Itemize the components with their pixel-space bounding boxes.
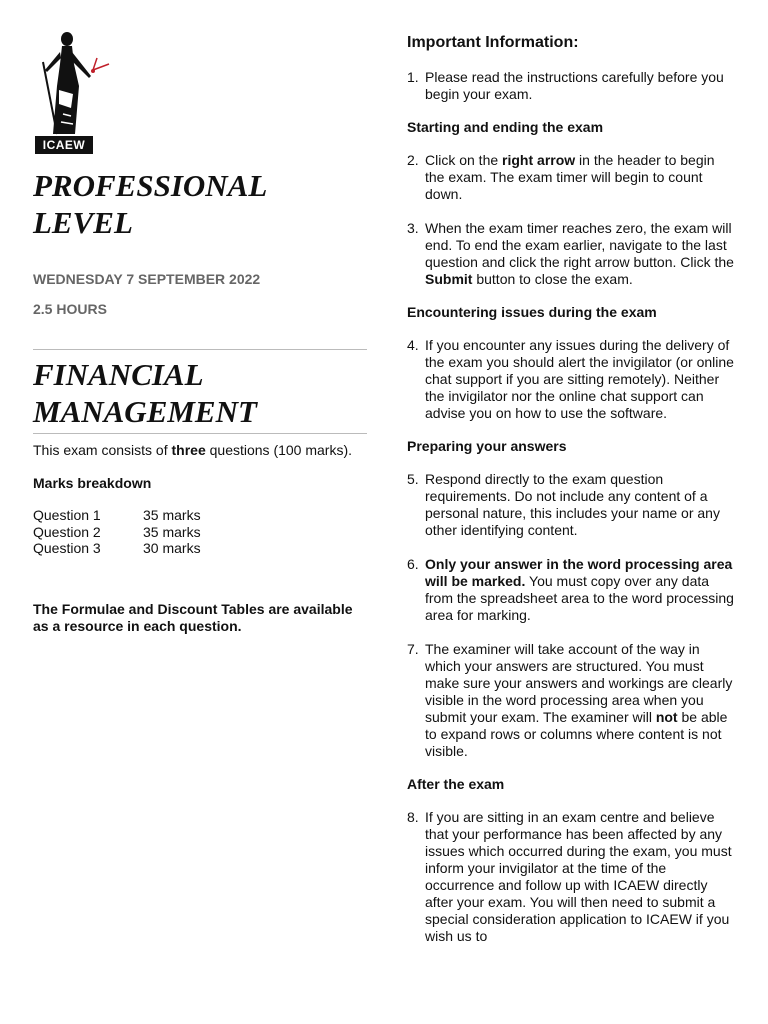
info-title: Important Information: [407, 34, 579, 51]
item-text: If you are sitting in an exam centre and believe that your performance has been affected by any issues which occurred during the exam, you must inform your invigilator at the time of the occurrence and follow up with ICAEW directly after your exam. You will then need to submit a special consideration application to ICAEW if you wish us to [425, 809, 732, 944]
item-text: in the header to begin the exam. The exam timer will begin to count down. [425, 152, 715, 202]
marks-row [33, 540, 367, 557]
instruction-item [407, 556, 737, 624]
important-information [407, 34, 737, 945]
marks-value: 30 marks [143, 540, 201, 556]
marks-value: 35 marks [143, 507, 201, 523]
item-number: 5. [407, 471, 419, 487]
item-text: You must copy over any data from the spreadsheet area to the word processing area for marking. [425, 573, 734, 623]
subject-title-line2: MANAGEMENT [33, 394, 257, 429]
item-number: 7. [407, 641, 419, 657]
item-bold: Only your answer in the word processing area will be marked. [425, 556, 733, 589]
item-number: 3. [407, 220, 419, 236]
exam-duration: 2.5 HOURS [33, 301, 107, 317]
item-text: The examiner will take account of the way in which your answers are structured. You must make sure your answers and workings are clearly visible in the word processing area when you submit your exam. The examiner will [425, 641, 733, 725]
item-number: 1. [407, 69, 419, 85]
intro-text: This exam consists of [33, 442, 172, 458]
intro-bold: three [171, 442, 206, 458]
instruction-item [407, 471, 737, 539]
item-text: be able to expand rows or columns where content is not visible. [425, 709, 728, 759]
section-heading: After the exam [407, 776, 505, 792]
instruction-item [407, 220, 737, 288]
logo-badge: ICAEW [35, 136, 93, 154]
level-title [33, 167, 367, 241]
section-heading: Encountering issues during the exam [407, 304, 657, 320]
exam-intro [33, 442, 367, 459]
instruction-item [407, 69, 737, 103]
intro-text: questions (100 marks). [205, 442, 353, 458]
item-text: Please read the instructions carefully before you begin your exam. [425, 69, 724, 102]
marks-breakdown-heading: Marks breakdown [33, 475, 152, 491]
item-text: Click on the [425, 152, 503, 168]
instruction-item [407, 809, 737, 945]
item-number: 8. [407, 809, 419, 825]
item-bold: Submit [425, 271, 473, 287]
marks-question: Question 1 [33, 507, 101, 523]
item-number: 4. [407, 337, 419, 353]
instruction-item [407, 337, 737, 422]
icaew-logo [33, 30, 123, 155]
item-number: 6. [407, 556, 419, 572]
marks-row [33, 507, 367, 524]
divider [33, 349, 367, 350]
item-number: 2. [407, 152, 419, 168]
subject-title-line1: FINANCIAL [33, 357, 204, 392]
item-bold: right arrow [502, 152, 576, 168]
instruction-item [407, 152, 737, 203]
marks-question: Question 3 [33, 540, 101, 556]
marks-breakdown-table [33, 507, 367, 557]
item-text: If you encounter any issues during the delivery of the exam you should alert the invigilator (or online chat support if you are sitting remotely). Neither the invigilator nor the online chat support can advise you on how to use the software. [425, 337, 734, 421]
marks-value: 35 marks [143, 523, 201, 540]
item-text: Respond directly to the exam question requirements. Do not include any content of a personal nature, this includes your name or any other identifying content. [425, 471, 720, 538]
section-heading: Preparing your answers [407, 438, 567, 454]
section-heading: Starting and ending the exam [407, 119, 604, 135]
item-bold: not [655, 709, 678, 725]
item-text: button to close the exam. [472, 271, 633, 287]
statue-figure-icon [33, 30, 123, 136]
level-title-line1: PROFESSIONAL [33, 168, 268, 203]
formulae-note: The Formulae and Discount Tables are available as a resource in each question. [33, 600, 353, 634]
divider [33, 433, 367, 434]
left-column [33, 30, 367, 635]
instruction-item [407, 641, 737, 760]
item-text: When the exam timer reaches zero, the exam will end. To end the exam earlier, navigate to the last question and click the right arrow button. Click the [425, 220, 734, 270]
subject-title [33, 356, 367, 430]
marks-question: Question 2 [33, 523, 101, 540]
marks-row [33, 524, 367, 541]
exam-date: WEDNESDAY 7 SEPTEMBER 2022 [33, 271, 261, 287]
level-title-line2: LEVEL [33, 205, 133, 240]
